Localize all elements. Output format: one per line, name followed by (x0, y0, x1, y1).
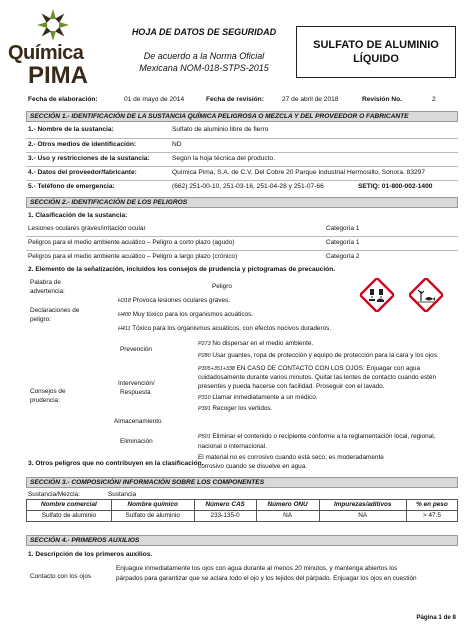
prevention-label: Prevención (120, 346, 152, 353)
prudence-label-1: Consejos de (30, 388, 66, 395)
composition-table (26, 499, 458, 522)
logo-text-pima: PIMA (28, 62, 88, 89)
table-cell: Sulfato de aluminio (27, 511, 112, 522)
hazard-statement: H411 Tóxico para los organismos acuáticos, con efectos nocivos duraderos. (118, 325, 332, 332)
divider (26, 250, 458, 251)
classification-subheading: 1. Clasificación de la sustancia: (28, 212, 128, 219)
response-statement-cont: presentes y pueda hacerse con facilidad. Proseguir con el lavado. (198, 383, 385, 390)
product-name-line-2: LÍQUIDO (353, 52, 399, 65)
environment-pictogram-icon (409, 278, 443, 312)
eye-contact-text: Enjuague inmediatamente los ojos con agua durante al menos 20 minutos, y mantenga abiertos los (116, 565, 398, 572)
substance-type-label: Sustancia/Mezcla: (28, 491, 80, 498)
hazard-category: Categoría 1 (326, 239, 360, 246)
hazard-class: Peligros para el medio ambiente acuático – Peligro a corto plazo (agudo) (28, 239, 235, 246)
elaboration-date-value: 01 de mayo de 2014 (124, 96, 185, 103)
row-value: (662) 251-00-10, 251-03-16, 251-04-28 y 251-07-66 (172, 183, 324, 190)
row-value: ND (172, 141, 182, 148)
revision-number-value: 2 (432, 96, 436, 103)
corrosion-pictogram-icon (360, 278, 394, 312)
column-header: Nombre comercial (27, 500, 112, 511)
norm-subtitle-2: Mexicana NOM-018-STPS-2015 (139, 63, 269, 73)
signal-word-label-1: Palabra de (30, 279, 61, 286)
table-cell: Sulfato de aluminio (111, 511, 194, 522)
hazard-class: Peligros para el medio ambiente acuático – Peligro a largo plazo (crónico) (28, 253, 238, 260)
prudence-label-2: prudencia: (30, 397, 60, 404)
norm-subtitle-1: De acuerdo a la Norma Oficial (143, 51, 265, 61)
signal-word-label-2: advertencia: (30, 288, 65, 295)
table-cell: 233-135-0 (194, 511, 256, 522)
response-statement: P391 Recoger los vertidos. (198, 405, 273, 412)
eye-contact-label: Contacto con los ojos (30, 573, 92, 580)
table-cell: NA (319, 511, 406, 522)
hazard-statements-label-2: peligro: (30, 316, 51, 323)
signal-word-value: Peligro (212, 283, 232, 290)
row-label: 3.- Uso y restricciones de la sustancia: (28, 155, 150, 162)
section-1-heading: SECCIÓN 1.- IDENTIFICACIÓN DE LA SUSTANCIA QUÍMICA PELIGROSA O MEZCLA Y DEL PROVEEDOR O FABRICANTE (26, 111, 458, 122)
response-statement-cont: cuidadosamente durante varios minutos. Quitar las lentes de contacto cuando estén (198, 374, 437, 381)
logo-sun-icon (36, 8, 70, 42)
column-header: Nombre químico (111, 500, 194, 511)
revision-dates (28, 96, 458, 106)
document-header (0, 0, 474, 92)
other-hazards-subheading: 3. Otros peligros que no contribuyen en la clasificación. (28, 460, 204, 467)
logo-text-quimica: Química (8, 42, 84, 64)
table-row (27, 511, 458, 522)
product-name-line-1: SULFATO DE ALUMINIO (313, 39, 439, 51)
revision-number-label: Revisión No. (362, 96, 402, 103)
divider (26, 152, 458, 153)
substance-type-value: Sustancia (108, 491, 137, 498)
row-value: Química Pima, S.A. de C.V. Del Cobre 20 Parque Industrial Hermosillo, Sonora. 83297 (172, 169, 426, 176)
row-value: Según la hoja técnica del producto. (172, 155, 276, 162)
classification-row (28, 239, 458, 246)
column-header: Número ONU (256, 500, 319, 511)
page-number: Página 1 de 8 (416, 614, 456, 621)
divider (26, 138, 458, 139)
classification-row (28, 225, 458, 232)
hazard-statement: H318 Provoca lesiones oculares graves. (118, 297, 231, 304)
hazard-statements-label-1: Declaraciones de (30, 307, 80, 314)
divider (26, 180, 458, 181)
disposal-statement-cont: nacional o internacional. (198, 443, 267, 450)
hazard-category: Categoría 2 (326, 253, 360, 260)
table-cell: > 47.5 (406, 511, 457, 522)
company-logo (6, 8, 106, 90)
prevention-statement: P280 Usar guantes, ropa de protección y equipo de protección para la cara y los ojos. (198, 352, 439, 359)
hazard-category: Categoría 1 (326, 225, 360, 232)
divider (26, 166, 458, 167)
prevention-statement: P273 No dispersar en el medio ambiente. (198, 340, 314, 347)
section-2-heading: SECCIÓN 2.- IDENTIFICACIÓN DE LOS PELIGROS (26, 197, 458, 208)
column-header: % en peso (406, 500, 457, 511)
section-3-heading: SECCIÓN 3.- COMPOSICIÓN/ INFORMACIÓN SOBRE LOS COMPONENTES (26, 477, 458, 488)
row-label: 4.- Datos del proveedor/fabricante: (28, 169, 137, 176)
column-header: Impurezas/aditivos (319, 500, 406, 511)
table-header-row (27, 500, 458, 511)
table-cell: NA (256, 511, 319, 522)
classification-row (28, 253, 458, 260)
disposal-statement: P501 Eliminar el contenido o recipiente conforme a la reglamentación local, regional, (198, 433, 436, 440)
other-hazards-text-cont: corrosivo cuando se disuelve en agua. (198, 463, 308, 470)
disposal-label: Eliminación (120, 438, 153, 445)
first-aid-subheading: 1. Descripción de los primeros auxilios. (28, 551, 153, 558)
product-name-box (296, 26, 456, 78)
section-4-heading: SECCIÓN 4.- PRIMEROS AUXILIOS (26, 535, 458, 546)
revision-date-value: 27 de abril de 2018 (282, 96, 339, 103)
storage-label: Almacenamiento (114, 418, 162, 425)
divider (26, 236, 458, 237)
row-label: 2.- Otros medios de identificación: (28, 141, 137, 148)
other-hazards-text: El material no es corrosivo cuando está seco; es moderadamente (198, 454, 384, 461)
response-label-2: Respuesta (120, 389, 151, 396)
response-statement: P310 Llamar inmediatamente a un médico. (198, 394, 318, 401)
response-label-1: Intervención/ (118, 380, 155, 387)
response-statement: P305+351+338 EN CASO DE CONTACTO CON LOS OJOS: Enjuagar con agua (198, 365, 421, 372)
revision-date-label: Fecha de revisión: (206, 96, 264, 103)
hazard-class: Lesiones oculares graves/irritación ocular (28, 225, 146, 232)
row-value: Sulfato de aluminio libre de fierro (172, 126, 269, 133)
row-label: 5.- Teléfono de emergencia: (28, 183, 115, 190)
column-header: Número CAS (194, 500, 256, 511)
hazard-statement: H400 Muy tóxico para los organismos acuáticos. (118, 311, 254, 318)
document-title: HOJA DE DATOS DE SEGURIDAD (131, 27, 277, 37)
setiq-phone: SETIQ: 01-800-002-1400 (358, 183, 433, 190)
eye-contact-text-cont: párpados para garantizar que se aclara todo el ojo y los tejidos del párpado. Enjuagar los ojos en cuestión (116, 575, 417, 582)
labelling-subheading: 2. Elemento de la señalización, incluidos los consejos de prudencia y pictogramas de precaución. (28, 266, 336, 273)
elaboration-date-label: Fecha de elaboración: (28, 96, 98, 103)
row-label: 1.- Nombre de la sustancia: (28, 126, 114, 133)
